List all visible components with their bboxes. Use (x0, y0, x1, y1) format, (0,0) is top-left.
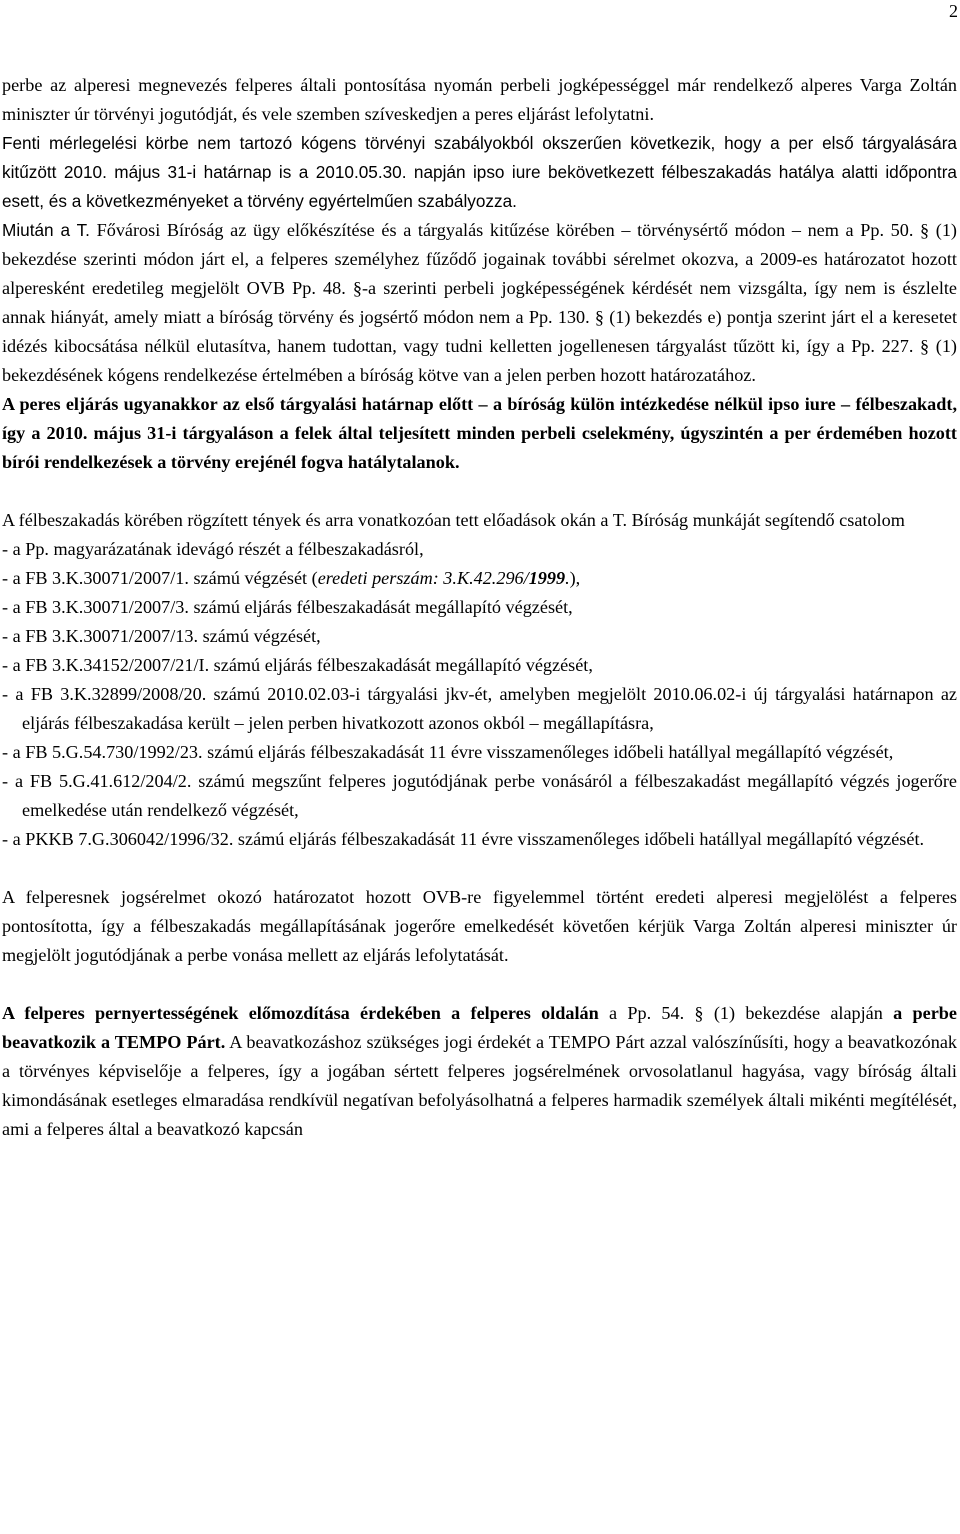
paragraph-spacer (2, 970, 957, 999)
paragraph (2, 71, 957, 129)
text-run: Fenti mérlegelési körbe nem tartozó kógens törvényi szabályokból okszerűen következik, hogy a per első tárgyalására kitűzött 2010. május 31-i határnap is a 2010.05.30. napján ipso iure bekövetkezett félbeszakadás hatálya alatti időpontra esett, és a következményeket a törvény egyértelműen szabályozza. (2, 133, 957, 211)
text-run: 1999 (528, 568, 566, 588)
text-run: - a FB 3.K.32899/2008/20. számú 2010.02.03-i tárgyalási jkv-ét, amelyben megjelölt 2010.06.02-i új tárgyalási határnapon az eljárás félbeszakadása került – jelen perben hivatkozott azonos okból – megállapításra, (2, 684, 957, 733)
attachment-item (2, 738, 957, 767)
paragraph (2, 506, 957, 535)
paragraph-spacer (2, 854, 957, 883)
paragraph (2, 883, 957, 970)
attachment-item (2, 564, 957, 593)
text-run: perbe az alperesi megnevezés felperes általi pontosítása nyomán perbeli jogképességgel már rendelkező alperes Varga Zoltán miniszter úr törvényi jogutódját, és vele szemben szíveskedjen a peres eljárást lefolytatni. (2, 75, 957, 124)
attachment-item (2, 593, 957, 622)
text-run: - a FB 3.K.30071/2007/13. számú végzését, (2, 626, 321, 646)
text-run: A felperes pernyertességének előmozdítása érdekében a felperes oldalán (2, 1003, 599, 1023)
text-run: a Pp. 54. § (1) bekezdése alapján (598, 1003, 894, 1023)
attachment-item (2, 535, 957, 564)
attachment-list (2, 535, 957, 854)
attachment-item (2, 651, 957, 680)
text-run: Miután a T. (2, 220, 90, 240)
attachment-item (2, 622, 957, 651)
paragraph (2, 999, 957, 1144)
attachment-item (2, 680, 957, 738)
text-run: ), (569, 568, 581, 588)
text-run: a perbe beavatkozik a TEMPO Párt. (2, 1003, 957, 1052)
document-body (2, 71, 957, 1144)
paragraph (2, 129, 957, 216)
text-run: - a PKKB 7.G.306042/1996/32. számú eljárás félbeszakadását 11 évre visszamenőleges időbeli hatállyal megállapító végzését. (2, 829, 925, 849)
closing-paragraphs (2, 854, 957, 1144)
text-run: eredeti perszám: 3.K.42.296/ (317, 568, 529, 588)
paragraph (2, 390, 957, 477)
page-number: 2 (949, 1, 958, 21)
text-run: - a Pp. magyarázatának idevágó részét a félbeszakadásról, (2, 539, 424, 559)
text-run: - a FB 3.K.30071/2007/3. számú eljárás félbeszakadását megállapító végzését, (2, 597, 573, 617)
text-run: A félbeszakadás körében rögzített tények és arra vonatkozóan tett előadások okán a T. Bíróság munkáját segítendő csatolom (2, 510, 905, 530)
text-run: A peres eljárás ugyanakkor az első tárgyalási határnap előtt – a bíróság külön intézkedése nélkül ipso iure – félbeszakadt, így a 2010. május 31-i tárgyaláson a felek által teljesített minden perbeli cselekmény, úgyszintén a per érdemében hozott bírói rendelkezések a törvény erejénél fogva hatálytalanok. (2, 394, 957, 472)
text-run: - a FB 5.G.41.612/204/2. számú megszűnt felperes jogutódjának perbe vonásáról a félbeszakadást megállapító végzés jogerőre emelkedése után rendelkező végzését, (2, 771, 957, 820)
attachment-item (2, 767, 957, 825)
text-run: - a FB 3.K.34152/2007/21/I. számú eljárás félbeszakadását megállapító végzését, (2, 655, 593, 675)
attachment-item (2, 825, 957, 854)
text-run: Fővárosi Bíróság az ügy előkészítése és a tárgyalás kitűzése körében – törvénysértő módon – nem a Pp. 50. § (1) bekezdése szerinti módon járt el, a felperes személyhez fűződő jogainak további sérelmet okozva, a 2009-es határozatot hozott alperesként eredetileg megjelölt OVB Pp. 48. §-a szerinti perbeli jogképességének kérdését nem vizsgálta, így nem is észlelte annak hiányát, amely miatt a bíróság törvény és jogsértő módon nem a Pp. 130. § (1) bekezdés e) pontja szerint járt el a keresetet idézés kibocsátása nélkül elutasítva, hanem tudottan, vagy tudni kelletten jogellenesen tárgyalást tűzött ki, így a Pp. 227. § (1) bekezdésének kógens rendelkezése értelmében a bíróság kötve van a jelen perben hozott határozatához. (2, 220, 957, 385)
text-run: . (565, 568, 570, 588)
text-run: - a FB 3.K.30071/2007/1. számú végzését ( (2, 568, 318, 588)
text-run: - a FB 5.G.54.730/1992/23. számú eljárás félbeszakadását 11 évre visszamenőleges időbeli hatállyal megállapító végzését, (2, 742, 894, 762)
text-run: A felperesnek jogsérelmet okozó határozatot hozott OVB-re figyelemmel történt eredeti alperesi megjelölést a felperes pontosította, így a félbeszakadás megállapításának jogerőre emelkedését követően kérjük Varga Zoltán alperesi miniszter úr megjelölt jogutódjának a perbe vonása mellett az eljárás lefolytatását. (2, 887, 957, 965)
text-run: A beavatkozáshoz szükséges jogi érdekét a TEMPO Párt azzal valószínűsíti, hogy a beavatkozónak a törvényes képviselője a felperes, így a jogában sértett felperes jogsérelmének orvosolatlanul hagyása, vagy bíróság általi kimondásának esetleges elmaradása rendkívül negatívan befolyásolhatná a felperes harmadik személyek általi mikénti megítélését, ami a felperes által a beavatkozó kapcsán (2, 1032, 957, 1139)
body-paragraphs (2, 71, 957, 535)
paragraph-spacer (2, 477, 957, 506)
paragraph (2, 216, 957, 390)
